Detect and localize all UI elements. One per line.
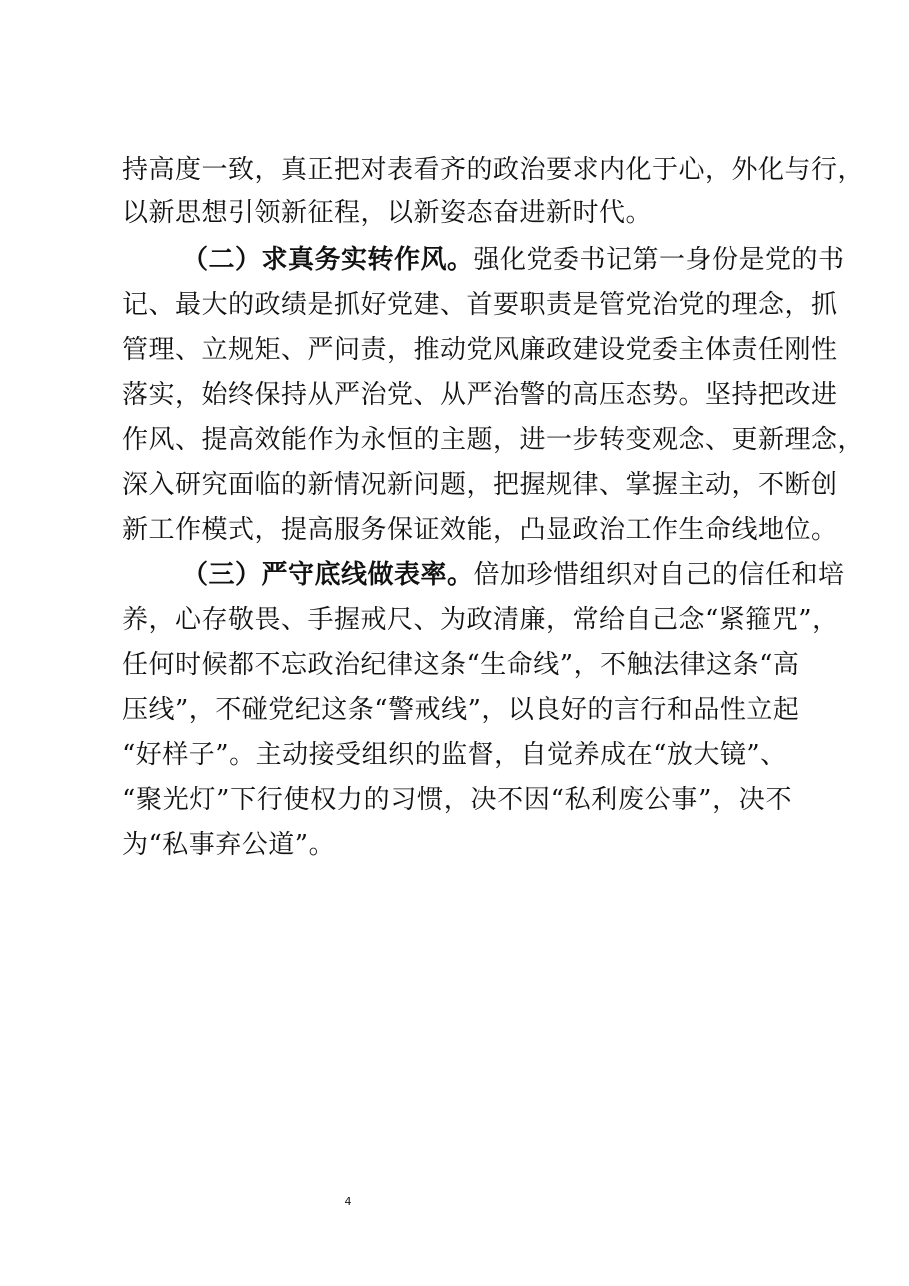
section-first-line-text: 强化党委书记第一身份是党的书 [473,245,845,275]
paragraph-line: 为“私事弃公道”。 [122,830,336,860]
paragraph-line: 新工作模式，提高服务保证效能，凸显政治工作生命线地位。 [122,515,838,545]
paragraph-line: 持高度一致，真正把对表看齐的政治要求内化于心，外化与行， [122,155,865,185]
paragraph-line: “聚光灯”下行使权力的习惯，决不因“私利废公事”，决不 [122,785,792,815]
paragraph-line: 记、最大的政绩是抓好党建、首要职责是管党治党的理念，抓 [122,290,838,320]
paragraph-line: “好样子”。主动接受组织的监督，自觉养成在“放大镜”、 [122,740,787,770]
paragraph-line: 深入研究面临的新情况新问题，把握规律、掌握主动，不断创 [122,470,838,500]
section-heading: （二）求真务实转作风。 [182,245,474,275]
paragraph-line: 落实，始终保持从严治党、从严治警的高压态势。坚持把改进 [122,380,838,410]
paragraph-line: 任何时候都不忘政治纪律这条“生命线”，不触法律这条“高 [122,650,800,680]
paragraph-line: 压线”，不碰党纪这条“警戒线”，以良好的言行和品性立起 [122,695,800,725]
section-first-line [182,555,845,595]
paragraph-line: 管理、立规矩、严问责，推动党风廉政建设党委主体责任刚性 [122,335,838,365]
paragraph-line: 养，心存敬畏、手握戒尺、为政清廉，常给自己念“紧箍咒”， [122,605,839,635]
section-first-line [182,240,845,280]
section-first-line-text: 倍加珍惜组织对自己的信任和培 [473,560,845,590]
page-number: 4 [344,1195,352,1208]
paragraph-line: 作风、提高效能作为永恒的主题，进一步转变观念、更新理念， [122,425,865,455]
paragraph-line: 以新思想引领新征程，以新姿态奋进新时代。 [122,198,653,228]
section-heading: （三）严守底线做表率。 [182,560,474,590]
